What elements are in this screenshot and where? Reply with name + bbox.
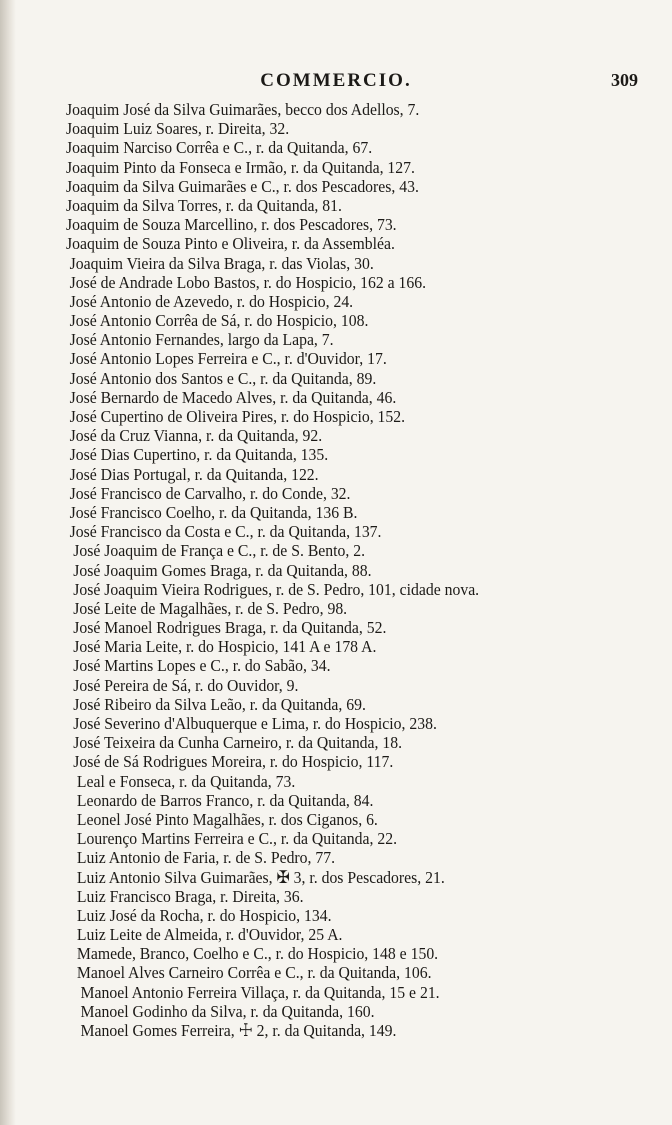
page-header [0, 70, 672, 100]
page-number: 309 [611, 70, 638, 90]
directory-entry: José Severino d'Albuquerque e Lima, r. do Hospicio, 238. [73, 714, 437, 733]
directory-entry: Manoel Alves Carneiro Corrêa e C., r. da Quitanda, 106. [76, 963, 432, 983]
directory-entry: Joaquim da Silva Guimarães e C., r. dos Pescadores, 43. [66, 176, 419, 196]
directory-entry: Joaquim Luiz Soares, r. Direita, 32. [66, 119, 290, 139]
directory-entry: Manoel Antonio Ferreira Villaça, r. da Quitanda, 15 e 21. [80, 982, 440, 1002]
directory-entry: Mamede, Branco, Coelho e C., r. do Hospicio, 148 e 150. [76, 944, 439, 964]
directory-entry: Luiz Antonio Silva Guimarães, ✠ 3, r. dos Pescadores, 21. [76, 867, 445, 887]
page-gutter-shadow [0, 0, 16, 1125]
directory-entry: José Martins Lopes e C., r. do Sabão, 34. [73, 656, 331, 676]
directory-entry: José de Andrade Lobo Bastos, r. do Hospicio, 162 a 166. [69, 272, 427, 292]
directory-entry: Joaquim Pinto da Fonseca e Irmão, r. da Quitanda, 127. [66, 157, 415, 177]
directory-list [66, 100, 666, 1040]
directory-entry: José Manoel Rodrigues Braga, r. da Quitanda, 52. [73, 618, 387, 638]
directory-entry: Leonardo de Barros Franco, r. da Quitanda, 84. [76, 790, 374, 810]
directory-entry: José Pereira de Sá, r. do Ouvidor, 9. [73, 675, 299, 695]
directory-entry: Manoel Gomes Ferreira, ☩ 2, r. da Quitanda, 149. [80, 1021, 397, 1040]
directory-entry: Lourenço Martins Ferreira e C., r. da Quitanda, 22. [76, 829, 398, 849]
directory-entry: José Francisco Coelho, r. da Quitanda, 136 B. [69, 502, 358, 522]
directory-entry: José Ribeiro da Silva Leão, r. da Quitanda, 69. [73, 694, 366, 714]
directory-entry: Manoel Godinho da Silva, r. da Quitanda, 160. [80, 1001, 375, 1021]
directory-entry: José Joaquim de França e C., r. de S. Bento, 2. [73, 541, 366, 561]
running-title: COMMERCIO. [260, 70, 412, 91]
directory-entry: José da Cruz Vianna, r. da Quitanda, 92. [69, 426, 323, 446]
directory-entry: José Antonio de Azevedo, r. do Hospicio, 24. [69, 291, 354, 311]
directory-entry: José Antonio Corrêa de Sá, r. do Hospicio, 108. [69, 311, 369, 331]
directory-entry: Luiz José da Rocha, r. do Hospicio, 134. [76, 905, 332, 925]
directory-entry: Luiz Francisco Braga, r. Direita, 36. [76, 886, 304, 906]
directory-entry: José Antonio dos Santos e C., r. da Quitanda, 89. [69, 368, 377, 388]
directory-entry: Joaquim de Souza Pinto e Oliveira, r. da Assembléa. [66, 234, 395, 254]
directory-entry: José Cupertino de Oliveira Pires, r. do Hospicio, 152. [69, 407, 406, 426]
directory-entry: Luiz Antonio de Faria, r. de S. Pedro, 77. [76, 848, 336, 868]
directory-entry: José Antonio Lopes Ferreira e C., r. d'Ouvidor, 17. [69, 349, 387, 369]
directory-entry: José de Sá Rodrigues Moreira, r. do Hospicio, 117. [73, 752, 394, 772]
directory-entry: Joaquim Vieira da Silva Braga, r. das Violas, 30. [69, 253, 374, 273]
directory-entry: Leal e Fonseca, r. da Quitanda, 73. [76, 771, 296, 791]
directory-entry: Joaquim Narciso Corrêa e C., r. da Quitanda, 67. [66, 138, 373, 158]
directory-entry: José Dias Portugal, r. da Quitanda, 122. [69, 464, 319, 484]
directory-entry: José Francisco da Costa e C., r. da Quitanda, 137. [69, 522, 382, 542]
directory-entry: Luiz Leite de Almeida, r. d'Ouvidor, 25 A. [76, 925, 343, 945]
directory-entry: José Joaquim Vieira Rodrigues, r. de S. Pedro, 101, cidade nova. [73, 579, 480, 599]
directory-entry: Joaquim José da Silva Guimarães, becco dos Adellos, 7. [66, 100, 420, 119]
directory-entry: José Joaquim Gomes Braga, r. da Quitanda, 88. [73, 560, 372, 580]
directory-entry: Joaquim de Souza Marcellino, r. dos Pescadores, 73. [66, 215, 397, 235]
directory-entry: Leonel José Pinto Magalhães, r. dos Ciganos, 6. [76, 809, 378, 829]
directory-entry: José Dias Cupertino, r. da Quitanda, 135. [69, 445, 329, 465]
directory-entry: José Bernardo de Macedo Alves, r. da Quitanda, 46. [69, 387, 397, 407]
directory-entry: José Francisco de Carvalho, r. do Conde, 32. [69, 483, 351, 503]
directory-entry: José Antonio Fernandes, largo da Lapa, 7. [69, 330, 334, 350]
directory-entry: José Leite de Magalhães, r. de S. Pedro, 98. [73, 598, 348, 618]
directory-entry: José Teixeira da Cunha Carneiro, r. da Quitanda, 18. [73, 733, 403, 753]
directory-entry: José Maria Leite, r. do Hospicio, 141 A e 178 A. [73, 637, 377, 657]
directory-entry: Joaquim da Silva Torres, r. da Quitanda, 81. [66, 195, 342, 215]
